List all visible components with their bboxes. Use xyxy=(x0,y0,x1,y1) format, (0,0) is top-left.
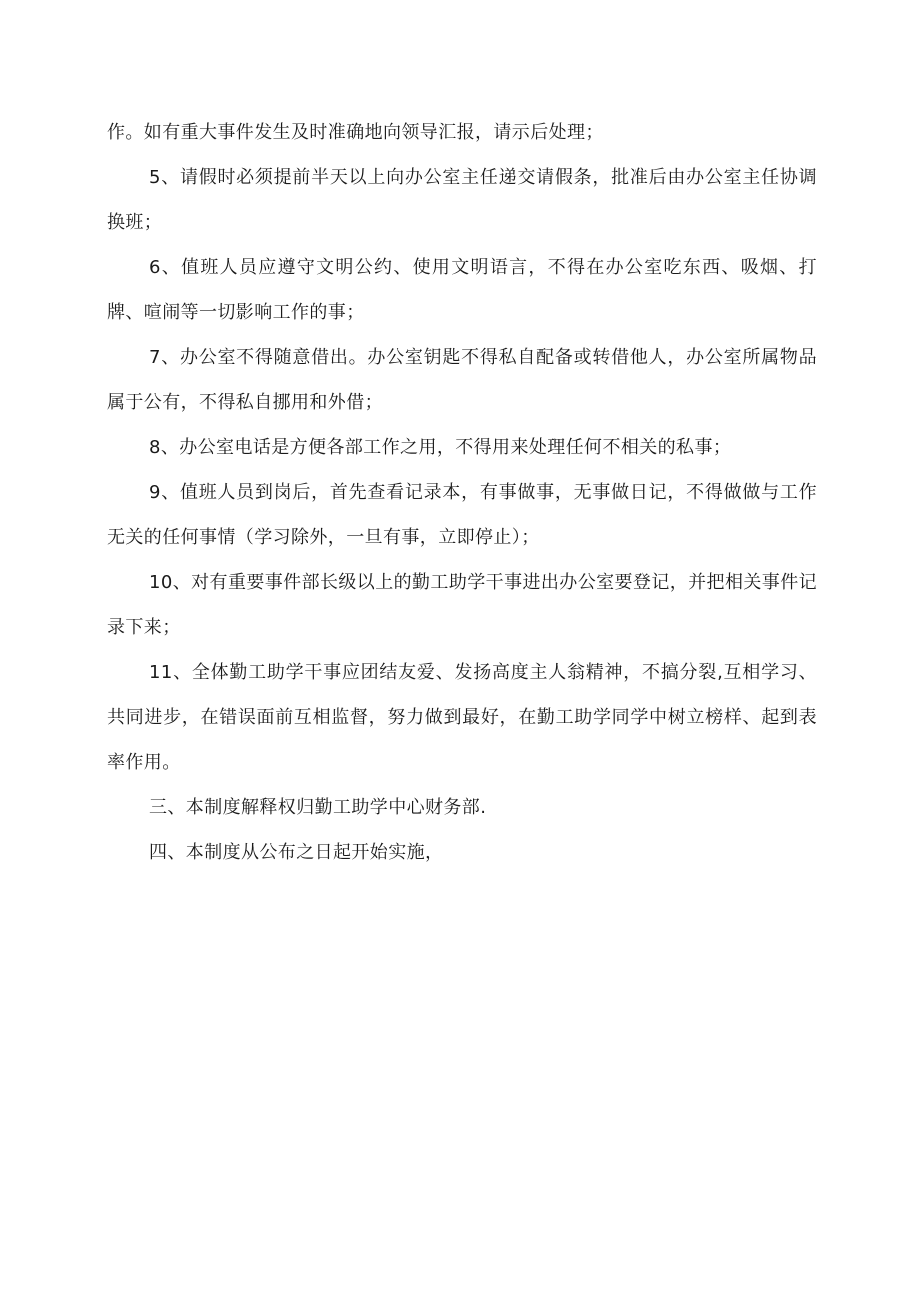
rule-item-7: 7、办公室不得随意借出。办公室钥匙不得私自配备或转借他人，办公室所属物品属于公有，不得私自挪用和外借； xyxy=(107,347,817,413)
rule-item-9: 9、值班人员到岗后，首先查看记录本，有事做事，无事做日记，不得做做与工作无关的任何事情（学习除外，一旦有事，立即停止）； xyxy=(107,482,817,548)
rule-item-5: 5、请假时必须提前半天以上向办公室主任递交请假条，批准后由办公室主任协调换班； xyxy=(107,167,817,233)
rule-item-10: 10、对有重要事件部长级以上的勤工助学干事进出办公室要登记，并把相关事件记录下来； xyxy=(107,572,817,638)
document-body xyxy=(107,110,817,875)
rule-item-8: 8、办公室电话是方便各部工作之用，不得用来处理任何不相关的私事； xyxy=(149,437,732,458)
section-four-effective-date: 四、本制度从公布之日起开始实施， xyxy=(149,842,444,863)
section-three-interpretation: 三、本制度解释权归勤工助学中心财务部. xyxy=(149,797,487,818)
rule-item-11: 11、全体勤工助学干事应团结友爱、发扬高度主人翁精神，不搞分裂,互相学习、共同进步，在错误面前互相监督，努力做到最好，在勤工助学同学中树立榜样、起到表率作用。 xyxy=(107,662,817,773)
rule-item-6: 6、值班人员应遵守文明公约、使用文明语言，不得在办公室吃东西、吸烟、打牌、喧闹等一切影响工作的事； xyxy=(107,257,817,323)
paragraph-continuation: 作。如有重大事件发生及时准确地向领导汇报，请示后处理； xyxy=(107,122,604,143)
